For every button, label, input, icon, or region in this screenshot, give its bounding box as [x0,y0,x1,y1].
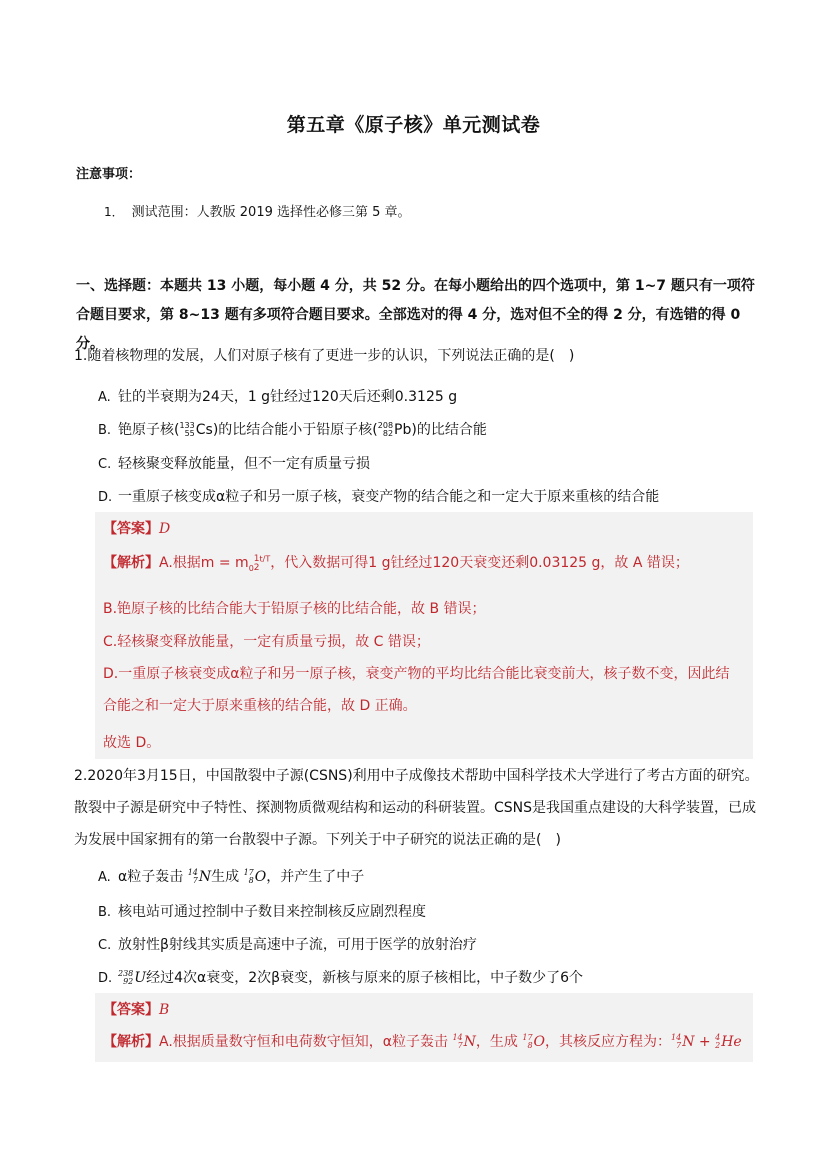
analysis-line [103,1031,742,1051]
element-symbol: Cs [195,422,213,438]
atomic-number: 8 [248,876,254,885]
option-text: ，并产生了中子 [266,869,365,885]
denominator: 2 [253,563,260,574]
analysis-text: ，代入数据可得1 g钍经过120天衰变还剩0.03125 g，故 A 错误； [270,555,689,571]
option-letter: A. [98,870,111,885]
option-b [98,419,487,439]
nuclide-n [671,1034,694,1050]
notice-item [104,201,411,220]
option-a [98,866,364,886]
option-a [98,386,457,406]
answer-tag: 【答案】 [103,521,159,537]
option-text: α粒子轰击 [118,869,188,885]
option-text: 经过4次α衰变，2次β衰变，新核与原来的原子核相比，中子数少了6个 [146,970,583,986]
option-text: 轻核聚变释放能量，但不一定有质量亏损 [118,456,370,472]
option-text: 铯原子核( [118,422,180,438]
analysis-tag: 【解析】 [103,1034,159,1050]
atomic-number: 7 [676,1041,682,1050]
option-text: 一重原子核变成α粒子和另一原子核，衰变产物的结合能之和一定大于原来重核的结合能 [118,489,660,505]
nuclide-o [522,1034,545,1050]
option-text: 生成 [211,869,244,885]
element-symbol: He [721,1034,742,1050]
exponent: t/T [259,554,271,564]
nuclide-o [244,869,267,885]
mass-number: 14 [187,868,198,877]
mass-number: 17 [522,1033,533,1042]
option-text: )的比结合能 [411,422,487,438]
mass-number: 17 [243,868,254,877]
element-symbol: O [254,869,267,885]
option-letter: A. [98,390,111,405]
option-letter: C. [98,938,112,953]
element-symbol: Pb [394,422,412,438]
analysis-text: + [694,1034,716,1050]
numerator: 1 [253,554,260,565]
option-letter: B. [98,905,112,920]
analysis-tag: 【解析】 [103,555,159,571]
option-c [98,453,370,473]
answer-value: D [159,521,171,537]
analysis-text: A.根据m = m [159,555,249,571]
answer-value: B [159,1002,170,1018]
option-text: )的比结合能小于铅原子核( [212,422,378,438]
question-stem: 2020年3月15日，中国散裂中子源(CSNS)利用中子成像技术帮助中国科学技术大学进行了考古方面的研究。散裂中子源是研究中子特性、探测物质微观结构和运动的科研装置。CSNS是我国重点建设的大科学装置，已成为发展中国家拥有的第一台散裂中子源。下列关于中子研究的说法正确的是( ) [74,768,759,848]
analysis-text: ，生成 [475,1034,523,1050]
option-d [98,486,659,506]
option-letter: C. [98,457,112,472]
analysis-text: A.根据质量数守恒和电荷数守恒知，α粒子轰击 [159,1034,453,1050]
nuclide-pb [378,422,412,438]
option-b [98,901,426,921]
nuclide-n [452,1034,475,1050]
atomic-number: 92 [123,977,134,986]
question-2 [74,760,760,856]
option-letter: B. [98,423,112,438]
atomic-number: 8 [527,1041,533,1050]
option-text: 放射性β射线其实质是高速中子流，可用于医学的放射治疗 [118,937,477,953]
notice-item-number: 1． [104,205,124,219]
element-symbol: N [682,1034,695,1050]
subscript: 0 [248,563,254,573]
element-symbol: N [463,1034,476,1050]
mass-number: 133 [179,421,195,430]
answer-line [103,999,169,1019]
atomic-number: 7 [192,876,198,885]
question-number: 1. [74,348,88,364]
atomic-number: 55 [184,429,195,438]
mass-number: 14 [452,1033,463,1042]
analysis-text: ，其核反应方程为： [545,1034,672,1050]
element-symbol: N [198,869,212,885]
analysis-line: C.轻核聚变释放能量，一定有质量亏损，故 C 错误； [103,634,430,650]
nuclide-he [715,1034,742,1050]
notice-item-text: 测试范围：人教版 2019 选择性必修三第 5 章。 [131,205,411,220]
option-d [98,967,583,987]
mass-number: 14 [671,1033,682,1042]
analysis-line [103,552,689,573]
option-letter: D. [98,971,113,986]
answer-tag: 【答案】 [103,1002,159,1018]
answer-block-2 [95,993,753,1062]
page-title: 第五章《原子核》单元测试卷 [286,114,541,136]
analysis-line: D.一重原子核衰变成α粒子和另一原子核，衰变产物的平均比结合能比衰变前大，核子数不变，因此结合能之和一定大于原来重核的结合能，故 D 正确。 [103,666,730,714]
atomic-number: 82 [382,429,394,438]
analysis-line: B.铯原子核的比结合能大于铅原子核的比结合能，故 B 错误； [103,601,486,617]
option-text: 钍的半衰期为24天，1 g钍经过120天后还剩0.3125 g [118,389,458,405]
element-symbol: U [134,970,147,986]
atomic-number: 7 [457,1041,463,1050]
nuclide-cs [179,422,212,438]
mass-number: 4 [715,1033,721,1042]
answer-block-1 [95,512,753,759]
element-symbol: O [533,1034,546,1050]
question-number: 2. [74,768,88,784]
notice-heading: 注意事项： [76,167,142,182]
mass-number: 208 [377,421,394,430]
section-heading: 一、选择题：本题共 13 小题，每小题 4 分，共 52 分。在每小题给出的四个选项中，第 1~7 题只有一项符合题目要求，第 8~13 题有多项符合题目要求。全部选对的得 4 分，选对但不全的得 2 分，有选错的得 0 分。 [76,278,755,352]
mass-number: 238 [118,969,134,978]
option-c [98,934,477,954]
nuclide-u [118,970,146,986]
analysis-line: 故选 D。 [103,735,161,751]
question-1 [74,345,760,365]
option-text: 核电站可通过控制中子数目来控制核反应剧烈程度 [118,904,426,920]
atomic-number: 2 [715,1041,721,1050]
option-letter: D. [98,490,113,505]
answer-line [103,518,170,538]
question-stem: 随着核物理的发展，人们对原子核有了更进一步的认识，下列说法正确的是( ) [87,348,575,364]
nuclide-n [188,869,211,885]
